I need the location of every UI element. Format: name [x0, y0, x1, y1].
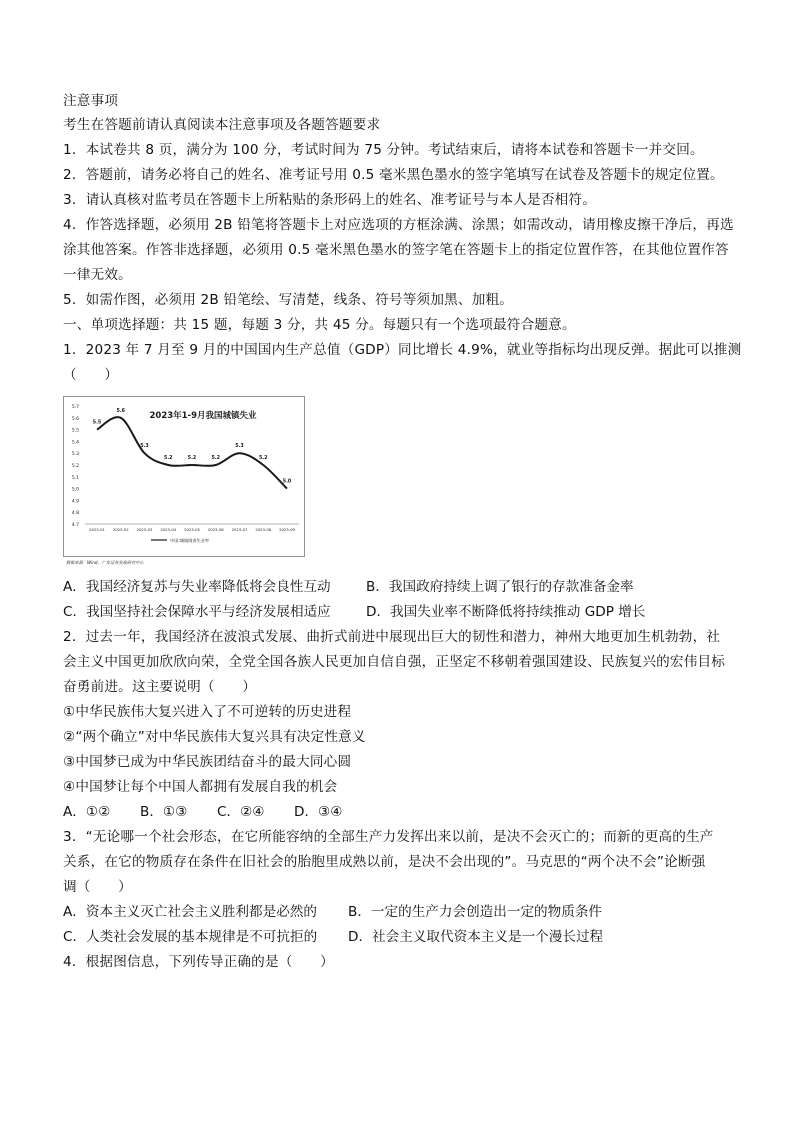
- y-tick-label: 4.7: [71, 523, 79, 528]
- x-tick-label: 2023-09: [279, 527, 295, 532]
- q2-stem: 奋勇前进。这主要说明（ ）: [63, 679, 257, 695]
- q1-option-d[interactable]: D．我国失业率不断降低将持续推动 GDP 增长: [366, 604, 646, 620]
- data-label: 5.2: [211, 456, 220, 461]
- y-tick-label: 5.1: [71, 475, 79, 481]
- q1-option-b[interactable]: B．我国政府持续上调了银行的存款准备金率: [366, 579, 634, 595]
- y-tick-label: 4.8: [71, 511, 79, 517]
- x-tick-label: 2023-06: [207, 527, 224, 532]
- notice-item: 5．如需作图，必须用 2B 铅笔绘、写清楚，线条、符号等须加黑、加粗。: [63, 292, 514, 308]
- x-tick-label: 2023-08: [255, 527, 272, 532]
- chart-source: 数据来源：Wind，广发证券发展研究中心: [66, 560, 144, 565]
- notice-intro: 考生在答题前请认真阅读本注意事项及各题答题要求: [63, 117, 381, 133]
- data-label: 5.2: [187, 456, 197, 461]
- q3-stem: 3．“无论哪一个社会形态，在它所能容纳的全部生产力发挥出来以前，是决不会灭亡的；而新的更高的生产: [63, 829, 714, 845]
- series-line: [97, 417, 287, 489]
- x-tick-label: 2023-05: [184, 527, 200, 532]
- q1-stem-blank: （ ）: [63, 367, 119, 383]
- unemployment-chart-svg: [63, 396, 306, 566]
- legend-label: 中国:城镇调查失业率: [170, 538, 210, 543]
- data-label: 5.3: [235, 444, 244, 450]
- q2-statement: ④中国梦让每个中国人都拥有发展自我的机会: [63, 779, 338, 795]
- q1-option-a[interactable]: A．我国经济复苏与失业率降低将会良性互动: [63, 579, 331, 595]
- q2-option-a[interactable]: A．①②: [63, 804, 111, 820]
- notice-item: 4．作答选择题，必须用 2B 铅笔将答题卡上对应选项的方框涂满、涂黑；如需改动，请用橡皮擦干净后，再选: [63, 217, 734, 233]
- q3-option-b[interactable]: B．一定的生产力会创造出一定的物质条件: [348, 904, 603, 920]
- notice-title: 注意事项: [63, 93, 119, 109]
- q2-option-b[interactable]: B．①③: [140, 804, 188, 820]
- q1-stem: 1．2023 年 7 月至 9 月的中国国内生产总值（GDP）同比增长 4.9%，就业等指标均出现反弹。据此可以推测: [63, 342, 742, 358]
- q3-option-a[interactable]: A．资本主义灭亡社会主义胜利都是必然的: [63, 904, 317, 920]
- q2-option-d[interactable]: D．③④: [294, 804, 343, 820]
- q2-statement: ②“两个确立”对中华民族伟大复兴具有决定性意义: [63, 729, 366, 745]
- data-label: 5.2: [164, 456, 173, 461]
- x-tick-label: 2023-02: [112, 527, 129, 532]
- q2-stem: 会主义中国更加欣欣向荣，全党全国各族人民更加自信自强，正坚定不移朝着强国建设、民族复兴的宏伟目标: [63, 654, 726, 670]
- notice-item: 3．请认真核对监考员在答题卡上所粘贴的条形码上的姓名、准考证号与本人是否相符。: [63, 192, 597, 208]
- q2-stem: 2．过去一年，我国经济在波浪式发展、曲折式前进中展现出巨大的韧性和潜力，神州大地更加生机勃勃，社: [63, 629, 721, 645]
- x-tick-label: 2023-04: [160, 527, 177, 532]
- notice-item: 一律无效。: [63, 267, 132, 283]
- y-tick-label: 5.3: [71, 452, 79, 458]
- y-tick-label: 5.2: [71, 464, 79, 469]
- notice-item: 涂其他答案。作答非选择题，必须用 0.5 毫米黑色墨水的签字笔在答题卡上的指定位置作答，在其他位置作答: [63, 242, 729, 258]
- y-tick-label: 5.5: [71, 428, 79, 434]
- x-tick-label: 2023-07: [231, 527, 248, 532]
- data-label: 5.2: [259, 456, 268, 461]
- data-label: 5.5: [92, 420, 102, 426]
- y-tick-label: 5.6: [71, 416, 79, 422]
- x-tick-label: 2023-01: [89, 527, 105, 532]
- y-tick-label: 5.4: [71, 440, 79, 446]
- x-tick-label: 2023-03: [136, 527, 153, 532]
- q3-option-d[interactable]: D．社会主义取代资本主义是一个漫长过程: [348, 929, 604, 945]
- q4-stem: 4．根据图信息，下列传导正确的是（ ）: [63, 954, 334, 970]
- q2-statement: ①中华民族伟大复兴进入了不可逆转的历史进程: [63, 704, 352, 720]
- notice-item: 2．答题前，请务必将自己的姓名、准考证号用 0.5 毫米黑色墨水的签字笔填写在试卷及答题卡的规定位置。: [63, 167, 724, 183]
- data-label: 5.6: [116, 408, 125, 414]
- chart-title: 2023年1-9月我国城镇失业: [149, 411, 257, 421]
- q3-option-c[interactable]: C．人类社会发展的基本规律是不可抗拒的: [63, 929, 318, 945]
- q2-statement: ③中国梦已成为中华民族团结奋斗的最大同心圆: [63, 754, 352, 770]
- y-tick-label: 5.7: [71, 405, 79, 410]
- y-tick-label: 5.0: [71, 487, 79, 493]
- notice-item: 1．本试卷共 8 页，满分为 100 分，考试时间为 75 分钟。考试结束后，请将本试卷和答题卡一并交回。: [63, 142, 704, 158]
- data-label: 5.0: [282, 479, 292, 485]
- q2-option-c[interactable]: C．②④: [217, 804, 265, 820]
- section-heading: 一、单项选择题：共 15 题，每题 3 分，共 45 分。每题只有一个选项最符合题意。: [63, 317, 576, 333]
- q3-stem: 关系，在它的物质存在条件在旧社会的胎胞里成熟以前，是决不会出现的”。马克思的“两个决不会”论断强: [63, 854, 706, 870]
- q1-option-c[interactable]: C．我国坚持社会保障水平与经济发展相适应: [63, 604, 331, 620]
- unemployment-chart: [63, 396, 306, 566]
- data-label: 5.3: [140, 444, 149, 450]
- y-tick-label: 4.9: [71, 499, 79, 505]
- q3-stem: 调（ ）: [63, 879, 132, 895]
